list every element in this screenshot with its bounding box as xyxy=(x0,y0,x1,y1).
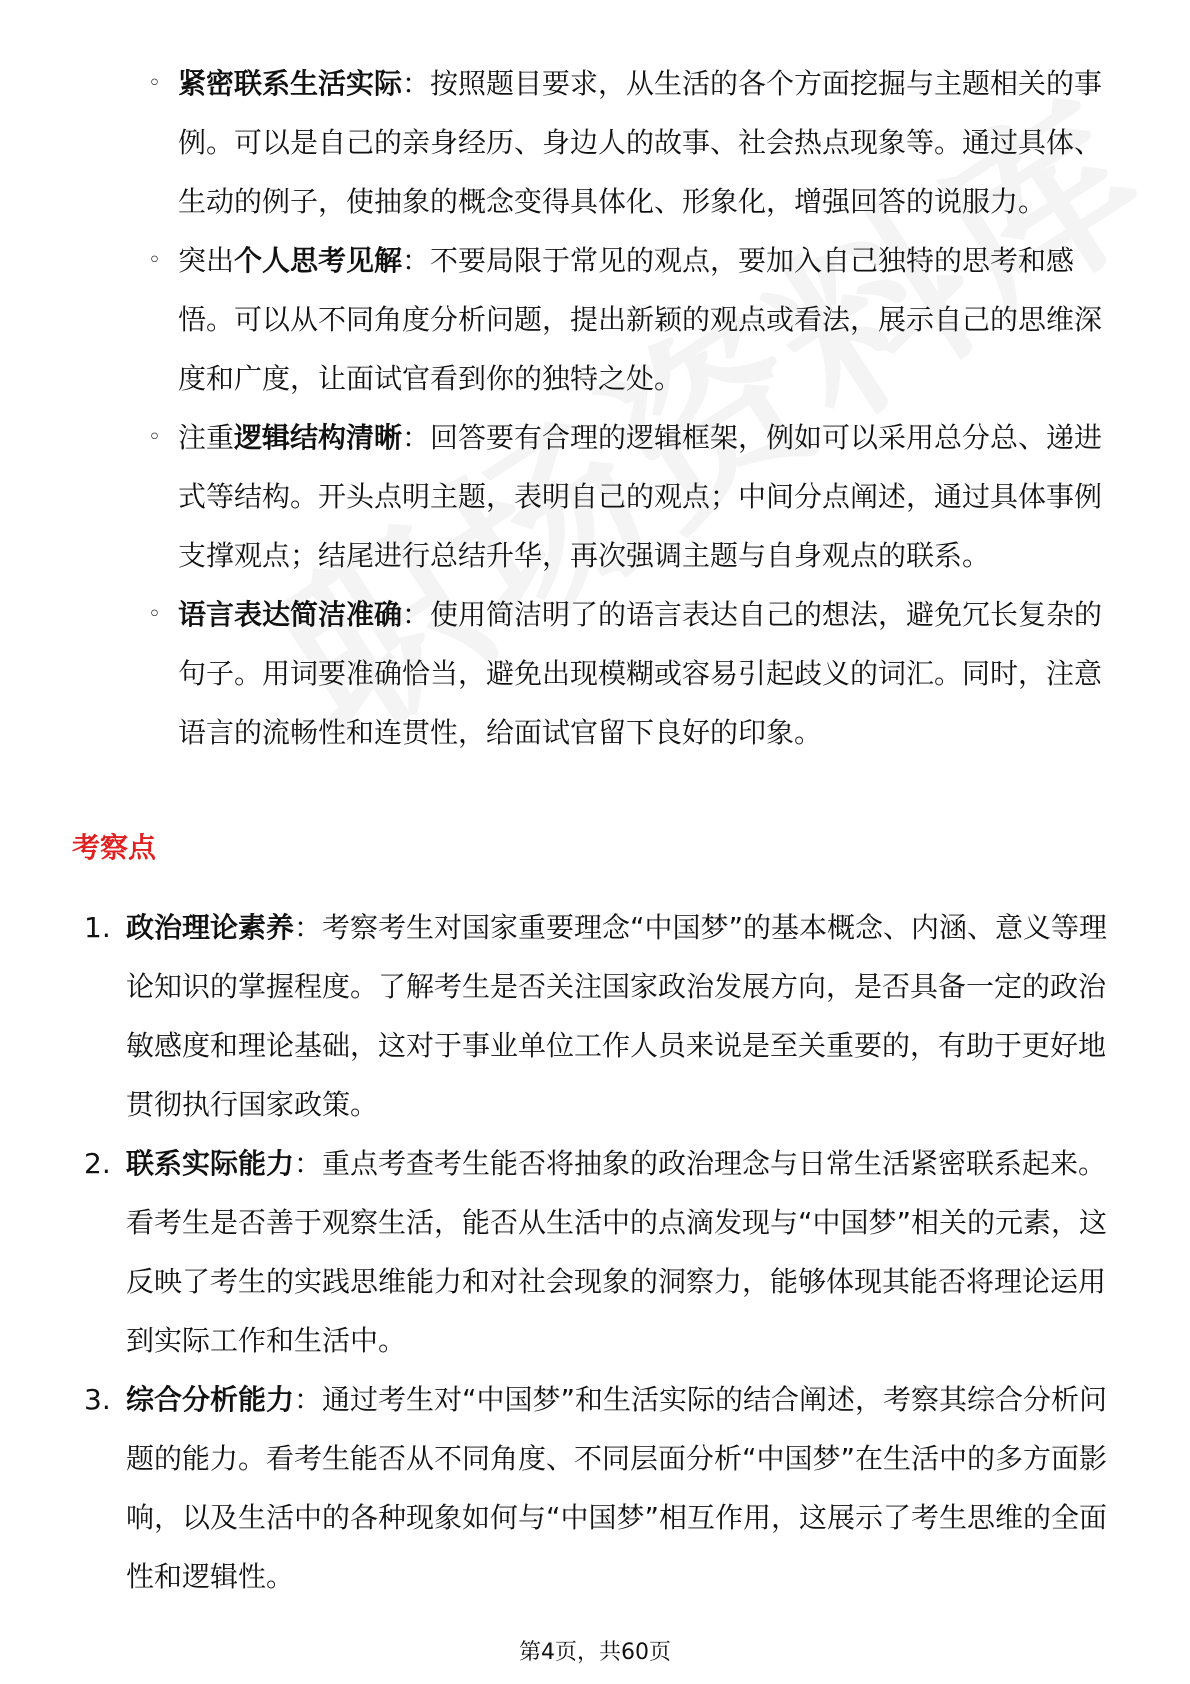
item-text: ：考察考生对国家重要理念“中国梦”的基本概念、内涵、意义等理论知识的掌握程度。了解考生是否关注国家政治发展方向，是否具备一定的政治敏感度和理论基础，这对于事业单位工作人员来说是至关重要的，有助于更好地贯彻执行国家政策。 xyxy=(126,911,1108,1121)
item-text: ：通过考生对“中国梦”和生活实际的结合阐述，考察其综合分析问题的能力。看考生能否从不同角度、不同层面分析“中国梦”在生活中的多方面影响，以及生活中的各种现象如何与“中国梦”相互作用，这展示了考生思维的全面性和逻辑性。 xyxy=(126,1383,1108,1593)
item-bold-title: 政治理论素养 xyxy=(126,911,295,944)
bullet-marker: ◦ xyxy=(148,248,161,273)
bullet-item xyxy=(148,408,1108,585)
tips-bullet-list xyxy=(0,54,1190,762)
bullet-bold-title: 紧密联系生活实际 xyxy=(178,67,403,100)
bullet-prefix: 注重 xyxy=(178,421,235,454)
section-heading: 考察点 xyxy=(72,831,157,864)
bullet-text: ：不要局限于常见的观点，要加入自己独特的思考和感悟。可以从不同角度分析问题，提出新颖的观点或看法，展示自己的思维深度和广度，让面试官看到你的独特之处。 xyxy=(178,244,1103,395)
assessment-points-list xyxy=(0,898,1190,1606)
item-bold-title: 联系实际能力 xyxy=(126,1147,295,1180)
item-number: 1. xyxy=(84,911,111,944)
bullet-bold-title: 语言表达简洁准确 xyxy=(178,598,403,631)
bullet-text: ：按照题目要求，从生活的各个方面挖掘与主题相关的事例。可以是自己的亲身经历、身边人的故事、社会热点现象等。通过具体、生动的例子，使抽象的概念变得具体化、形象化，增强回答的说服力。 xyxy=(178,67,1103,218)
bullet-prefix: 突出 xyxy=(178,244,235,277)
bullet-marker: ◦ xyxy=(148,71,161,96)
item-bold-title: 综合分析能力 xyxy=(126,1383,295,1416)
bullet-marker: ◦ xyxy=(148,425,161,450)
bullet-item xyxy=(148,585,1108,762)
page-footer: 第4页，共60页 xyxy=(519,1640,671,1665)
numbered-item xyxy=(84,898,1108,1134)
bullet-text: ：使用简洁明了的语言表达自己的想法，避免冗长复杂的句子。用词要准确恰当，避免出现模糊或容易引起歧义的词汇。同时，注意语言的流畅性和连贯性，给面试官留下良好的印象。 xyxy=(178,598,1103,749)
item-text: ：重点考查考生能否将抽象的政治理念与日常生活紧密联系起来。看考生是否善于观察生活，能否从生活中的点滴发现与“中国梦”相关的元素，这反映了考生的实践思维能力和对社会现象的洞察力，能够体现其能否将理论运用到实际工作和生活中。 xyxy=(126,1147,1108,1357)
bullet-item xyxy=(148,54,1108,231)
bullet-item xyxy=(148,231,1108,408)
bullet-text: ：回答要有合理的逻辑框架，例如可以采用总分总、递进式等结构。开头点明主题，表明自己的观点；中间分点阐述，通过具体事例支撑观点；结尾进行总结升华，再次强调主题与自身观点的联系。 xyxy=(178,421,1103,572)
bullet-bold-title: 个人思考见解 xyxy=(234,244,403,277)
item-number: 2. xyxy=(84,1147,111,1180)
numbered-item xyxy=(84,1134,1108,1370)
numbered-item xyxy=(84,1370,1108,1606)
bullet-marker: ◦ xyxy=(148,602,161,627)
item-number: 3. xyxy=(84,1383,111,1416)
bullet-bold-title: 逻辑结构清晰 xyxy=(234,421,403,454)
